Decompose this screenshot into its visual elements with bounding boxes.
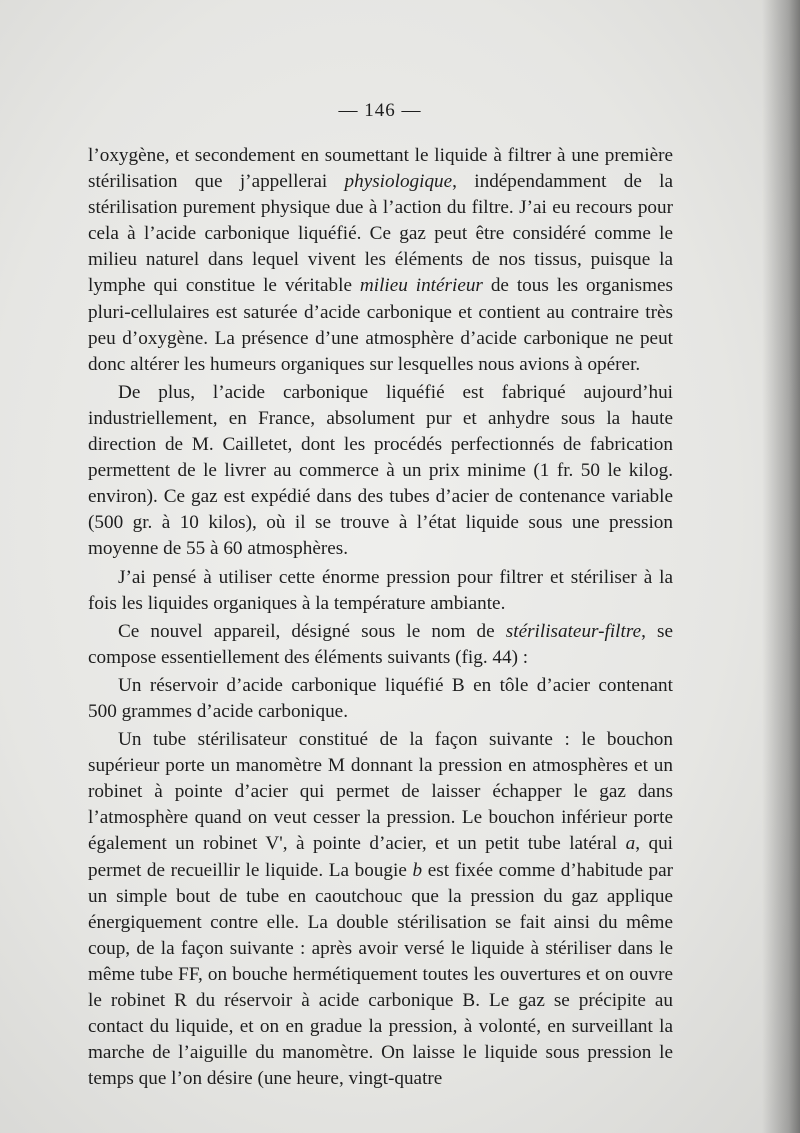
- italic-term: b: [412, 859, 423, 881]
- italic-term: a: [625, 833, 636, 855]
- text-run: Ce nouvel appareil, désigné sous le nom de: [118, 620, 506, 642]
- text-run: , indépendamment de la stérilisation purement physique due à l’action du filtre. J’ai eu recours pour cela à l’acide carbonique liquéfié. Ce gaz peut être considéré comme le milieu naturel dans lequel vivent les éléments de nos tissus, puisque la lymphe qui constitue le véritable: [88, 171, 673, 297]
- page-edge-shadow: [762, 0, 800, 1133]
- paragraph: [88, 380, 673, 563]
- italic-term: stérilisateur-filtre: [505, 620, 642, 642]
- paragraph: [88, 727, 673, 1092]
- page-number-header: — 146 —: [338, 100, 422, 121]
- text-run: l’oxygène, et secondement en soumettant le liquide à filtrer à une première stérilisation que j’appellerai: [88, 145, 673, 193]
- paragraph: [88, 673, 673, 725]
- paragraph: [88, 565, 673, 617]
- paragraph: [88, 619, 673, 671]
- text-run: de tous les organismes pluri-cellulaires est saturée d’acide carbonique et contient au contraire très peu d’oxygène. La présence d’une atmosphère d’acide carbonique ne peut donc altérer les humeurs organiques sur lesquelles nous avions à opérer.: [88, 275, 674, 375]
- text-run: Un réservoir d’acide carbonique liquéfié B en tôle d’acier contenant 500 grammes d’acide carbonique.: [88, 674, 673, 722]
- text-run: J’ai pensé à utiliser cette énorme pression pour filtrer et stériliser à la fois les liquides organiques à la température ambiante.: [88, 566, 673, 614]
- text-run: , se compose essentiellement des éléments suivants (fig. 44) :: [88, 620, 673, 668]
- text-run: , qui permet de recueillir le liquide. La bougie: [88, 833, 674, 881]
- text-run: est fixée comme d’habitude par un simple bout de tube en caoutchouc que la pression du gaz applique énergiquement contre elle. La double stérilisation se fait ainsi du même coup, de la façon suivante : après avoir versé le liquide à stériliser dans le même tube FF, on bouche hermétiquement toutes les ouvertures et on ouvre le robinet R du réservoir à acide carbonique B. Le gaz se précipite au contact du liquide, et on en gradue la pression, à volonté, en surveillant la marche de l’aiguille du manomètre. On laisse le liquide sous pression le temps que l’on désire (une heure, vingt-quatre: [88, 859, 673, 1090]
- italic-term: physiologique: [344, 171, 453, 193]
- text-run: Un tube stérilisateur constitué de la façon suivante : le bouchon supérieur porte un manomètre M donnant la pression en atmosphères et un robinet à pointe d’acier qui permet de laisser échapper le gaz dans l’atmosphère quand on veut cesser la pression. Le bouchon inférieur porte également un robinet V', à pointe d’acier, et un petit tube latéral: [88, 729, 673, 855]
- italic-term: milieu intérieur: [359, 275, 483, 297]
- paragraph: [88, 143, 673, 378]
- text-run: De plus, l’acide carbonique liquéfié est fabriqué aujourd’hui industriellement, en France, absolument pur et anhydre sous la haute direction de M. Cailletet, dont les procédés perfectionnés de fabrication permettent de le livrer au commerce à un prix minime (1 fr. 50 le kilog. environ). Ce gaz est expédié dans des tubes d’acier de contenance variable (500 gr. à 10 kilos), où il se trouve à l’état liquide sous une pression moyenne de 55 à 60 atmosphères.: [88, 381, 673, 560]
- body-text: [88, 143, 673, 1092]
